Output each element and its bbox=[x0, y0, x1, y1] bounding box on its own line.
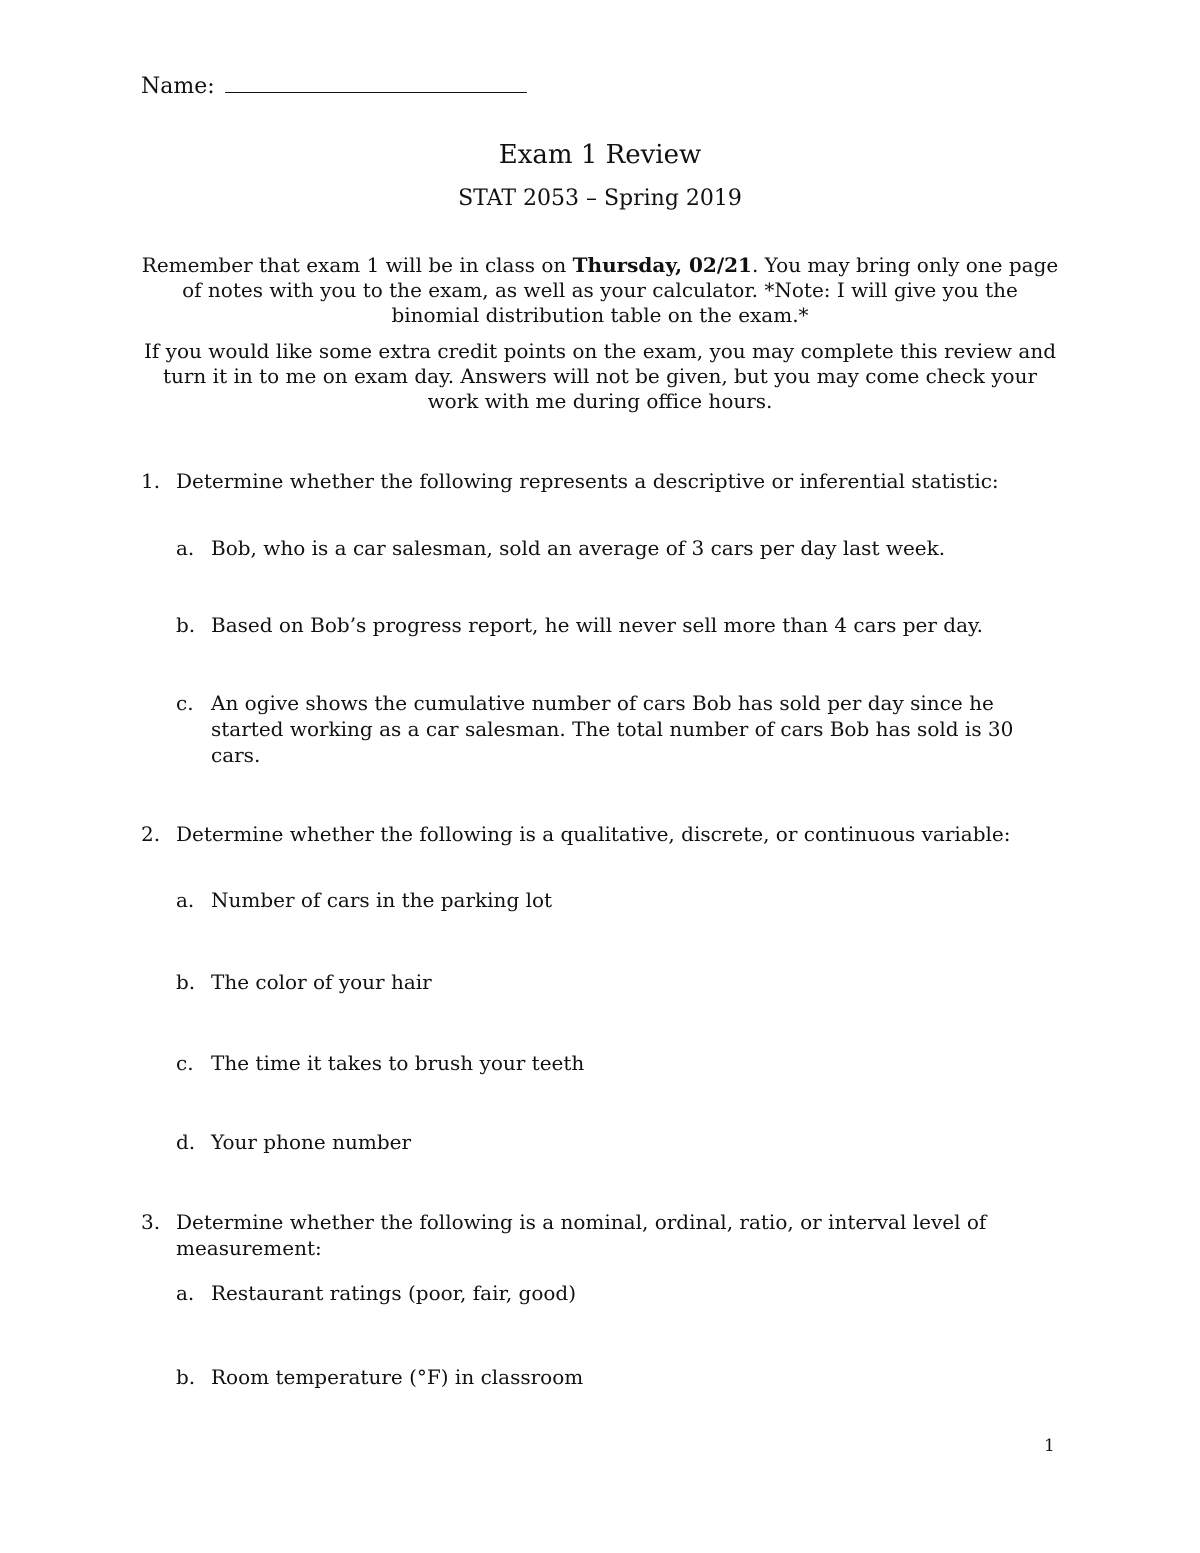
name-label: Name: bbox=[141, 74, 215, 99]
question-3-option-b bbox=[176, 1364, 1066, 1390]
option-text: The time it takes to brush your teeth bbox=[211, 1051, 585, 1075]
question-3 bbox=[141, 1209, 1071, 1261]
question-2-option-b bbox=[176, 969, 1066, 995]
option-text: Your phone number bbox=[211, 1130, 412, 1154]
intro-p1-after: . You may bring only one page of notes with you to the exam, as well as your calculator. *Note: I will give you the binomial distribution table on the exam.* bbox=[182, 253, 1059, 327]
option-letter: a. bbox=[176, 888, 195, 912]
option-letter: c. bbox=[176, 691, 194, 715]
intro-p1-before: Remember that exam 1 will be in class on bbox=[141, 253, 573, 277]
option-text: Restaurant ratings (poor, fair, good) bbox=[211, 1281, 577, 1305]
option-letter: b. bbox=[176, 613, 196, 637]
question-number: 3. bbox=[141, 1210, 161, 1234]
option-text: The color of your hair bbox=[211, 970, 432, 994]
intro-paragraph-1 bbox=[140, 253, 1060, 328]
option-letter: c. bbox=[176, 1051, 194, 1075]
intro-p1-date: Thursday, 02/21 bbox=[572, 253, 752, 277]
option-text: An ogive shows the cumulative number of cars Bob has sold per day since he started working as a car salesman. The total number of cars Bob has sold is 30 cars. bbox=[211, 691, 1014, 767]
question-2-option-d bbox=[176, 1129, 1066, 1155]
question-text: Determine whether the following is a qualitative, discrete, or continuous variable: bbox=[176, 822, 1011, 846]
name-blank-line bbox=[225, 70, 527, 93]
question-1-option-a bbox=[176, 535, 1066, 561]
option-text: Based on Bob’s progress report, he will never sell more than 4 cars per day. bbox=[211, 613, 983, 637]
option-text: Number of cars in the parking lot bbox=[211, 888, 553, 912]
question-text: Determine whether the following represents a descriptive or inferential statistic: bbox=[176, 469, 999, 493]
intro-paragraph-2: If you would like some extra credit points on the exam, you may complete this review and turn it in to me on exam day. Answers will not be given, but you may come check your work with me during office hours. bbox=[143, 339, 1057, 413]
question-2 bbox=[141, 821, 1071, 847]
question-number: 1. bbox=[141, 469, 161, 493]
question-2-option-c bbox=[176, 1050, 1066, 1076]
question-number: 2. bbox=[141, 822, 161, 846]
option-letter: d. bbox=[176, 1130, 196, 1154]
question-1-option-b bbox=[176, 612, 1066, 638]
page-subtitle: STAT 2053 – Spring 2019 bbox=[458, 186, 742, 211]
question-1-option-c bbox=[176, 690, 1066, 768]
option-letter: a. bbox=[176, 1281, 195, 1305]
option-letter: a. bbox=[176, 536, 195, 560]
option-letter: b. bbox=[176, 1365, 196, 1389]
page-number: 1 bbox=[1044, 1436, 1055, 1456]
question-text: Determine whether the following is a nominal, ordinal, ratio, or interval level of measurement: bbox=[176, 1210, 987, 1260]
question-1 bbox=[141, 468, 1071, 494]
option-letter: b. bbox=[176, 970, 196, 994]
option-text: Room temperature (°F) in classroom bbox=[211, 1365, 584, 1389]
page-title: Exam 1 Review bbox=[498, 140, 702, 170]
question-3-option-a bbox=[176, 1280, 1066, 1306]
name-field bbox=[141, 70, 527, 99]
question-2-option-a bbox=[176, 887, 1066, 913]
option-text: Bob, who is a car salesman, sold an average of 3 cars per day last week. bbox=[211, 536, 946, 560]
